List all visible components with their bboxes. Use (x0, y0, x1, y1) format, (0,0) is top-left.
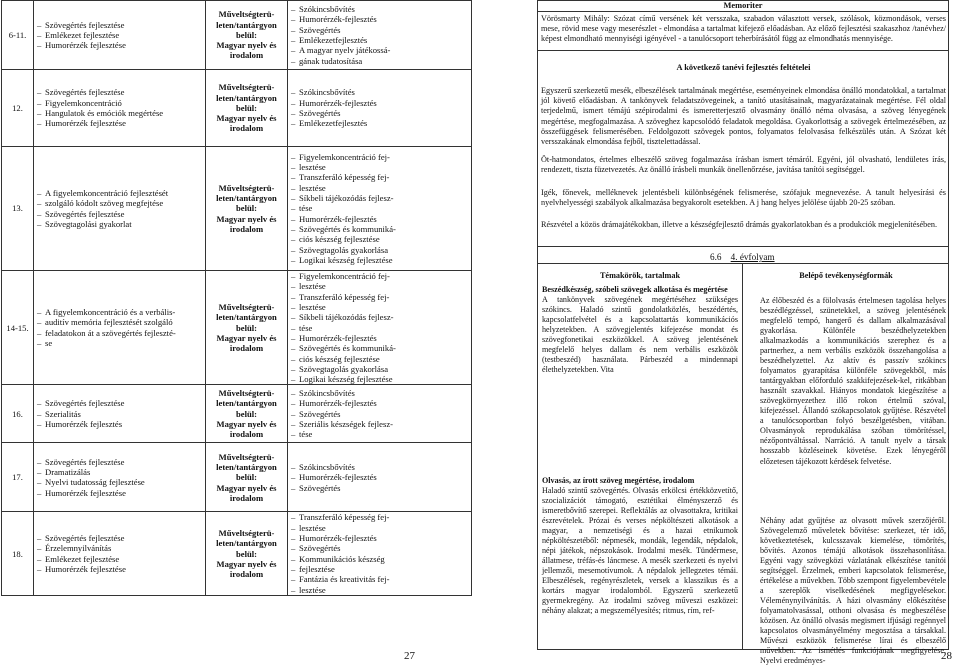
activity-item: – Kommunikációs készség (291, 554, 468, 564)
goals-cell (34, 271, 206, 385)
goals-cell (34, 70, 206, 147)
activity-item: – Szövegértés (291, 108, 468, 118)
activities-cell (288, 385, 472, 443)
activity-item: – ciós készség fejlesztése (291, 234, 468, 244)
subject-area-line: Magyar nyelv és (216, 332, 277, 343)
subject-area-line: belül: (235, 102, 257, 113)
goal-item: – Szövegértés fejlesztése (37, 209, 202, 219)
topics-heading: Témakörök, tartalmak (599, 271, 681, 280)
subject-area-cell (206, 147, 288, 271)
page-number: 27 (404, 649, 415, 662)
subject-area-line: irodalom (229, 123, 264, 134)
activity-item: – lesztése (291, 585, 468, 595)
topic-speech-title: Beszédkészség, szóbeli szövegek alkotása és megértése (542, 285, 728, 294)
entry-speech-text: Az élőbeszéd és a fölolvasás értelmesen tagolása helyes beszédlégzéssel, szünetekkel, a szöveg jelentésének megfelelő tempó, hangerő és dallam alkalmazásával gyakorlása. Különféle beszédhelyzetekben alkalmazkodás a kommunikációs szerephez és a partnerhez, a nem verbális eszközök összehangolása a beszédhelyzettel. Az aktív és passzív szókincs folyamatos gyarapítása különféle szövegekből, más tantárgyakban előforduló szakkifejezések-kel, ritkábban használt szavakkal. Hiányos mondatok kiegészítése a szövegkörnyezethez illő rokon értelmű szóval, kifejezéssel. Állandó szókapcsolatok gyűjtése. Részvétel a tanulócsoportban folyó beszélgetésben, vitában. Olvasmányok reprodukálása szóban tömörítéssel, nézőpontváltással. Narráció. A tanult nyelv a társak hosszabb közléseinek követése. Ezek lényegéről előzetesen tájékozott kérdések felvetése. (760, 296, 946, 466)
goal-item: – Nyelvi tudatosság fejlesztése (37, 477, 202, 487)
activity-item: – Szókincsbővítés (291, 462, 468, 472)
activities-cell (288, 443, 472, 512)
memoriter-text: Vörösmarty Mihály: Szózat című versének két versszaka, szabadon választott versek, szólások, közmondások, verses mese, rövid mese vagy meserészlet - elmondása a tartalmat kifejező előadásban. Az előző fejlesztési szakaszhoz /tanévhez/ képest elmondható mennyiségi igényével - a tanulócsoport teherbírásától függ az elmondhatás mennyisége. (541, 14, 946, 44)
table-row (2, 271, 472, 385)
goal-item: – Érzelemnyilvánítás (37, 543, 202, 553)
activity-item: – Szókincsbővítés (291, 87, 468, 97)
table-row (2, 1, 472, 70)
subject-area-line: leten/tantárgyon (216, 19, 277, 30)
activity-item: – Humorérzék-fejlesztés (291, 333, 468, 343)
activities-cell (288, 1, 472, 70)
subject-area-line: irodalom (229, 429, 264, 440)
week-cell: 13. (2, 147, 34, 271)
topic-reading (542, 476, 738, 616)
divider (537, 50, 949, 51)
activity-item: – Transzferáló képesség fej- (291, 172, 468, 182)
subject-area-cell (206, 271, 288, 385)
subject-area-line: Műveltségterü- (218, 82, 275, 93)
goal-item: – Szerialitás (37, 409, 202, 419)
subject-area-cell (206, 1, 288, 70)
subject-area-line: leten/tantárgyon (216, 538, 277, 549)
activity-item: – Síkbeli tájékozódás fejlesz- (291, 312, 468, 322)
goal-item: – se (37, 338, 202, 348)
subject-area-line: belül: (235, 322, 257, 333)
activity-item: – A magyar nyelv játékossá- (291, 45, 468, 55)
entry-reading-text: Néhány adat gyűjtése az olvasott művek szerzőjéről. Szövegelemző műveletek bővítése: szerkezet, tér idő, következtetések, kulcsszavak kiemelése, tömörítés, bővítés. Azonos témájú alkotások összehasonlítása. Egyéni vagy szövegközi vázlatának elkészítése tanítói segítséggel. Érzelmek, emberi kapcsolatok felismerése, értékelése a művekben. Több szempont figyelembevétele a szereplők viselkedésének megfigyelésekor. Véleménynyilvánítás. A házi olvasmány előkészítése folyamatolvasással, otthoni olvasása és megbeszélése közösen. Az önálló olvasás megismert ifjúsági regénnyel kapcsolatos olvasmányélmény megosztása a társakkal. Művészi eszközök felismerése lírai és elbeszélő művekben. Az ismétlés funkciójának megfigyelése. Nyelvi eredményes- (760, 516, 946, 665)
subject-area-line: Műveltségterü- (218, 182, 275, 193)
subject-area-line: leten/tantárgyon (216, 92, 277, 103)
subject-area-line: irodalom (229, 343, 264, 354)
goal-item: – Figyelemkoncentráció (37, 98, 202, 108)
subject-area-line: irodalom (229, 223, 264, 234)
subject-area-line: Magyar nyelv és (216, 213, 277, 224)
subject-area-cell (206, 512, 288, 596)
subject-area-cell (206, 70, 288, 147)
goal-item: – Szövegértés fejlesztése (37, 398, 202, 408)
subject-area-line: Magyar nyelv és (216, 113, 277, 124)
subject-area-line: Műveltségterü- (218, 451, 275, 462)
goal-item: – Humorérzék fejlesztése (37, 118, 202, 128)
week-cell: 6-11. (2, 1, 34, 70)
divider (537, 11, 949, 12)
goal-item: – Szövegtagolási gyakorlat (37, 219, 202, 229)
subject-area-line: Műveltségterü- (218, 527, 275, 538)
subject-area-cell (206, 385, 288, 443)
goal-item: – Humorérzék fejlesztése (37, 488, 202, 498)
table-row (2, 443, 472, 512)
subject-area-line: leten/tantárgyon (216, 461, 277, 472)
week-cell: 12. (2, 70, 34, 147)
activity-item: – Szövegtagolás gyakorlása (291, 245, 468, 255)
grade-heading (710, 252, 775, 263)
goal-item: – feladatokon át a szövegértés fejleszté- (37, 328, 202, 338)
goal-item: – Humorérzék fejlesztése (37, 40, 202, 50)
goal-item: – szolgáló kódolt szöveg megfejtése (37, 198, 202, 208)
goal-item: – Szövegértés fejlesztése (37, 20, 202, 30)
activity-item: – lesztése (291, 162, 468, 172)
activities-cell (288, 70, 472, 147)
subject-area-line: Magyar nyelv és (216, 482, 277, 493)
activity-item: – Transzferáló képesség fej- (291, 512, 468, 522)
activity-item: – Humorérzék-fejlesztés (291, 214, 468, 224)
subject-area-cell (206, 443, 288, 512)
topic-speech (542, 285, 738, 375)
activity-item: – lesztése (291, 183, 468, 193)
activities-cell (288, 512, 472, 596)
week-cell: 14-15. (2, 271, 34, 385)
goals-cell (34, 1, 206, 70)
subject-area-line: leten/tantárgyon (216, 398, 277, 409)
activity-item: – tése (291, 203, 468, 213)
criteria-paragraph-2: Öt-hatmondatos, értelmes elbeszélő szöveg fogalmazása írásban ismert témáról. Egyéni, jól olvasható, lendületes írás, rendezett, tiszta füzetvezetés. Az önálló írásbeli munkák önellenőrzése, javítása tanítói segítséggel. (541, 155, 946, 175)
subject-area-line: leten/tantárgyon (216, 312, 277, 323)
activity-item: – lesztése (291, 523, 468, 533)
goal-item: – Dramatizálás (37, 467, 202, 477)
activity-item: – Szövegértés (291, 543, 468, 553)
subject-area-line: belül: (235, 203, 257, 214)
table-row (2, 512, 472, 596)
goal-item: – Humorérzék fejlesztés (37, 419, 202, 429)
grade-label: 4. évfolyam (730, 252, 775, 262)
goal-item: – Hangulatok és emóciók megértése (37, 108, 202, 118)
activity-item: – Szókincsbővítés (291, 4, 468, 14)
activity-item: – tése (291, 429, 468, 439)
week-cell: 17. (2, 443, 34, 512)
subject-area-line: irodalom (229, 492, 264, 503)
divider (537, 246, 949, 247)
goals-cell (34, 443, 206, 512)
activities-cell (288, 147, 472, 271)
activity-item: – Szeriális készségek fejlesz- (291, 419, 468, 429)
goals-cell (34, 147, 206, 271)
subject-area-line: Műveltségterü- (218, 9, 275, 20)
subject-area-line: leten/tantárgyon (216, 193, 277, 204)
activity-item: – ciós készség fejlesztése (291, 354, 468, 364)
activity-item: – Transzferáló képesség fej- (291, 292, 468, 302)
activity-item: – lesztése (291, 281, 468, 291)
topic-speech-text: A tankönyvek szövegének megértéséhez szükséges szókincs. Haladó szintű gondolatközlés, beszédértés, kapcsolatfelvétel és a kapcsolattartás kommunikációs helyzetekben. A szövegjelentés kifejezése mondat és szövegfonetikai eszközökkel. A szöveg jelentésének megfelelő helyes dallam és nem verbális eszközök (testbeszéd) használata. Párbeszéd a mindennapi élethelyzetekben. Vita (542, 295, 738, 375)
subject-area-line: irodalom (229, 50, 264, 61)
goal-item: – Szövegértés fejlesztése (37, 457, 202, 467)
activity-item: – Humorérzék-fejlesztés (291, 533, 468, 543)
topic-reading-title: Olvasás, az írott szöveg megértése, irodalom (542, 476, 695, 485)
table-row (2, 70, 472, 147)
subject-area-line: Műveltségterü- (218, 388, 275, 399)
activity-item: – Síkbeli tájékozódás fejlesz- (291, 193, 468, 203)
subject-area-line: Magyar nyelv és (216, 558, 277, 569)
goal-item: – Szövegértés fejlesztése (37, 87, 202, 97)
activity-item: – Emlékezetfejlesztés (291, 118, 468, 128)
activity-item: – Emlékezetfejlesztés (291, 35, 468, 45)
subject-area-line: belül: (235, 29, 257, 40)
criteria-paragraph-4: Részvétel a közös drámajátékokban, illetve a készségfejlesztő drámás gyakorlatokban és a produkciók megjelenítésében. (541, 220, 938, 229)
subject-area-line: Magyar nyelv és (216, 419, 277, 430)
criteria-paragraph-3: Igék, főnevek, melléknevek jelentésbeli különbségének felismerése, szófajuk megnevezése. A tanult helyesírási és nyelvhelyességi szabályok alkalmazása begyakorolt esetekben. A j hang helyes jelölése újabb 20-25 szóban. (541, 188, 946, 208)
goal-item: – Humorérzék fejlesztése (37, 564, 202, 574)
activity-item: – Szövegértés (291, 409, 468, 419)
activity-item: – Logikai készség fejlesztése (291, 374, 468, 384)
activities-cell (288, 271, 472, 385)
schedule-table (1, 0, 472, 596)
criteria-title: A következő tanévi fejlesztés feltételei (676, 63, 811, 72)
goal-item: – Emlékezet fejlesztése (37, 554, 202, 564)
activity-item: – Logikai készség fejlesztése (291, 255, 468, 265)
criteria-paragraph-1: Egyszerű szerkezetű mesék, elbeszélések tartalmának megértése, eseményeinek elmondása önálló mondatokkal, a tartalmat jól követő előadásban. A tankönyvek feladatszövegeinek, a tanító utasításainak, magyarázatainak megértése. Fél oldal terjedelmű, ismert témájú szépirodalmi és ismeretterjesztő olvasmány önálló néma olvasása, a szöveg lényegének megértése, megfogalmazása. A szöveghez kapcsolódó feladatok megoldása. Gyakorlottság a szövegek értelmezésében, az összefüggések felismerésében. Feldolgozott szövegek pontos, folyamatos felolvasása felkészülés után. A Szózat két versszakának elmondása fejből, tisztelettadással. (541, 86, 946, 146)
entry-activities-heading: Belépő tevékenységformák (799, 271, 893, 280)
week-cell: 16. (2, 385, 34, 443)
goal-item: – A figyelemkoncentráció és a verbális- (37, 307, 202, 317)
activity-item: – tése (291, 323, 468, 333)
goal-item: – A figyelemkoncentráció fejlesztését (37, 188, 202, 198)
activity-item: – Szókincsbővítés (291, 388, 468, 398)
topic-reading-text: Haladó szintű szövegértés. Olvasás erkölcsi értékközvetítő, szocializációt támogató, esztétikai élményszerző és ismeretbővítő szerepei. Reflektálás az olvasottakra, kritikai észrevételek. Prózai és verses népköltészeti alkotások a magyar, a nemzetiségi és a hazai etnikumok népköltészetéből: népmesék, mondák, legendák, népdalok, népi játékok, népszokások. Irodalmi mesék. Tündérmese, állatmese, tréfás-és láncmese. A mesék szerkezeti és nyelvi jellemzői, mesemotívumok. A népdalok jellegzetes témái. Elbeszélések, regényrészletek, versek a klasszikus és a kortárs magyar irodalomból. Egyszerű szerkezetű gyermekregény. Az irodalmi szöveg műveszi eszközei: néhány alakzat; a megszemélyesítés; ritmus, rím, ref- (542, 486, 738, 616)
activity-item: – Szövegértés és kommuniká- (291, 224, 468, 234)
week-cell: 18. (2, 512, 34, 596)
activity-item: – Figyelemkoncentráció fej- (291, 152, 468, 162)
goal-item: – auditív memória fejlesztését szolgáló (37, 317, 202, 327)
section-number: 6.6 (710, 252, 722, 262)
activity-item: – Humorérzék-fejlesztés (291, 14, 468, 24)
goal-item: – Emlékezet fejlesztése (37, 30, 202, 40)
subject-area-line: irodalom (229, 569, 264, 580)
divider (537, 263, 949, 264)
page-number: 28 (941, 649, 952, 662)
activity-item: – Szövegértés (291, 25, 468, 35)
activity-item: – Szövegtagolás gyakorlása (291, 364, 468, 374)
goal-item: – Szövegértés fejlesztése (37, 533, 202, 543)
subject-area-line: Magyar nyelv és (216, 40, 277, 51)
activity-item: – gának tudatosítása (291, 56, 468, 66)
table-row (2, 147, 472, 271)
column-divider (742, 263, 743, 650)
goals-cell (34, 512, 206, 596)
activity-item: – Humorérzék-fejlesztés (291, 472, 468, 482)
activity-item: – Humorérzék-fejlesztés (291, 98, 468, 108)
right-page (480, 0, 960, 665)
activity-item: – Figyelemkoncentráció fej- (291, 271, 468, 281)
subject-area-line: belül: (235, 548, 257, 559)
subject-area-line: Műveltségterü- (218, 301, 275, 312)
subject-area-line: belül: (235, 472, 257, 483)
activity-item: – Szövegértés és kommuniká- (291, 343, 468, 353)
goals-cell (34, 385, 206, 443)
activity-item: – lesztése (291, 302, 468, 312)
activity-item: – Fantázia és kreativitás fej- (291, 574, 468, 584)
activity-item: – fejlesztése (291, 564, 468, 574)
activity-item: – Szövegértés (291, 483, 468, 493)
memoriter-heading: Memoriter (723, 1, 763, 10)
activity-item: – Humorérzék-fejlesztés (291, 398, 468, 408)
table-row (2, 385, 472, 443)
subject-area-line: belül: (235, 408, 257, 419)
